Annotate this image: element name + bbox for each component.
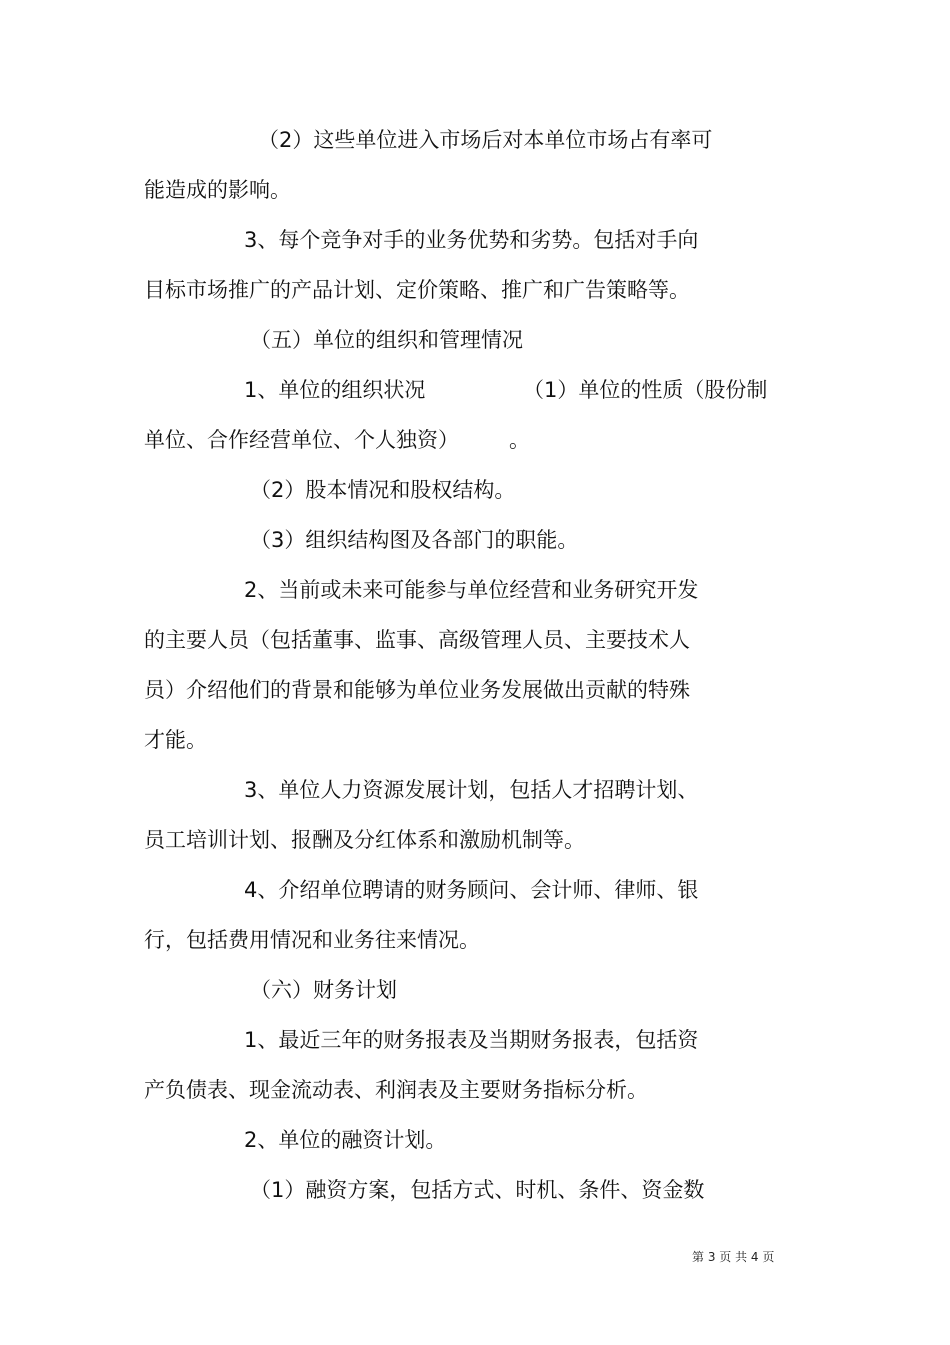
- paragraph-line: 4、介绍单位聘请的财务顾问、会计师、律师、银: [244, 878, 699, 902]
- paragraph-line: 目标市场推广的产品计划、定价策略、推广和广告策略等。: [144, 278, 690, 302]
- paragraph-line: （2）这些单位进入市场后对本单位市场占有率可: [258, 128, 713, 152]
- paragraph-line: 2、当前或未来可能参与单位经营和业务研究开发: [244, 578, 699, 602]
- section-heading: （五）单位的组织和管理情况: [250, 328, 523, 352]
- paragraph-line: （2）股本情况和股权结构。: [250, 478, 516, 502]
- section-heading: （六）财务计划: [250, 978, 397, 1002]
- paragraph-line: 。: [509, 428, 530, 452]
- paragraph-line: （1）单位的性质（股份制: [523, 378, 768, 402]
- paragraph-line: 2、单位的融资计划。: [244, 1128, 447, 1152]
- paragraph-line: 1、单位的组织状况: [244, 378, 426, 402]
- paragraph-line: 1、最近三年的财务报表及当期财务报表，包括资: [244, 1028, 699, 1052]
- paragraph-line: 产负债表、现金流动表、利润表及主要财务指标分析。: [144, 1078, 648, 1102]
- paragraph-line: 的主要人员（包括董事、监事、高级管理人员、主要技术人: [144, 628, 690, 652]
- paragraph-line: （3）组织结构图及各部门的职能。: [250, 528, 579, 552]
- page-number-footer: 第 3 页 共 4 页: [692, 1250, 775, 1264]
- paragraph-line: 单位、合作经营单位、个人独资）: [144, 428, 459, 452]
- paragraph-line: 行，包括费用情况和业务往来情况。: [144, 928, 480, 952]
- paragraph-line: 才能。: [144, 728, 207, 752]
- paragraph-line: 3、单位人力资源发展计划，包括人才招聘计划、: [244, 778, 699, 802]
- paragraph-line: 能造成的影响。: [144, 178, 291, 202]
- paragraph-line: 3、每个竞争对手的业务优势和劣势。包括对手向: [244, 228, 699, 252]
- paragraph-line: 员工培训计划、报酬及分红体系和激励机制等。: [144, 828, 585, 852]
- paragraph-line: 员）介绍他们的背景和能够为单位业务发展做出贡献的特殊: [144, 678, 690, 702]
- paragraph-line: （1）融资方案，包括方式、时机、条件、资金数: [250, 1178, 705, 1202]
